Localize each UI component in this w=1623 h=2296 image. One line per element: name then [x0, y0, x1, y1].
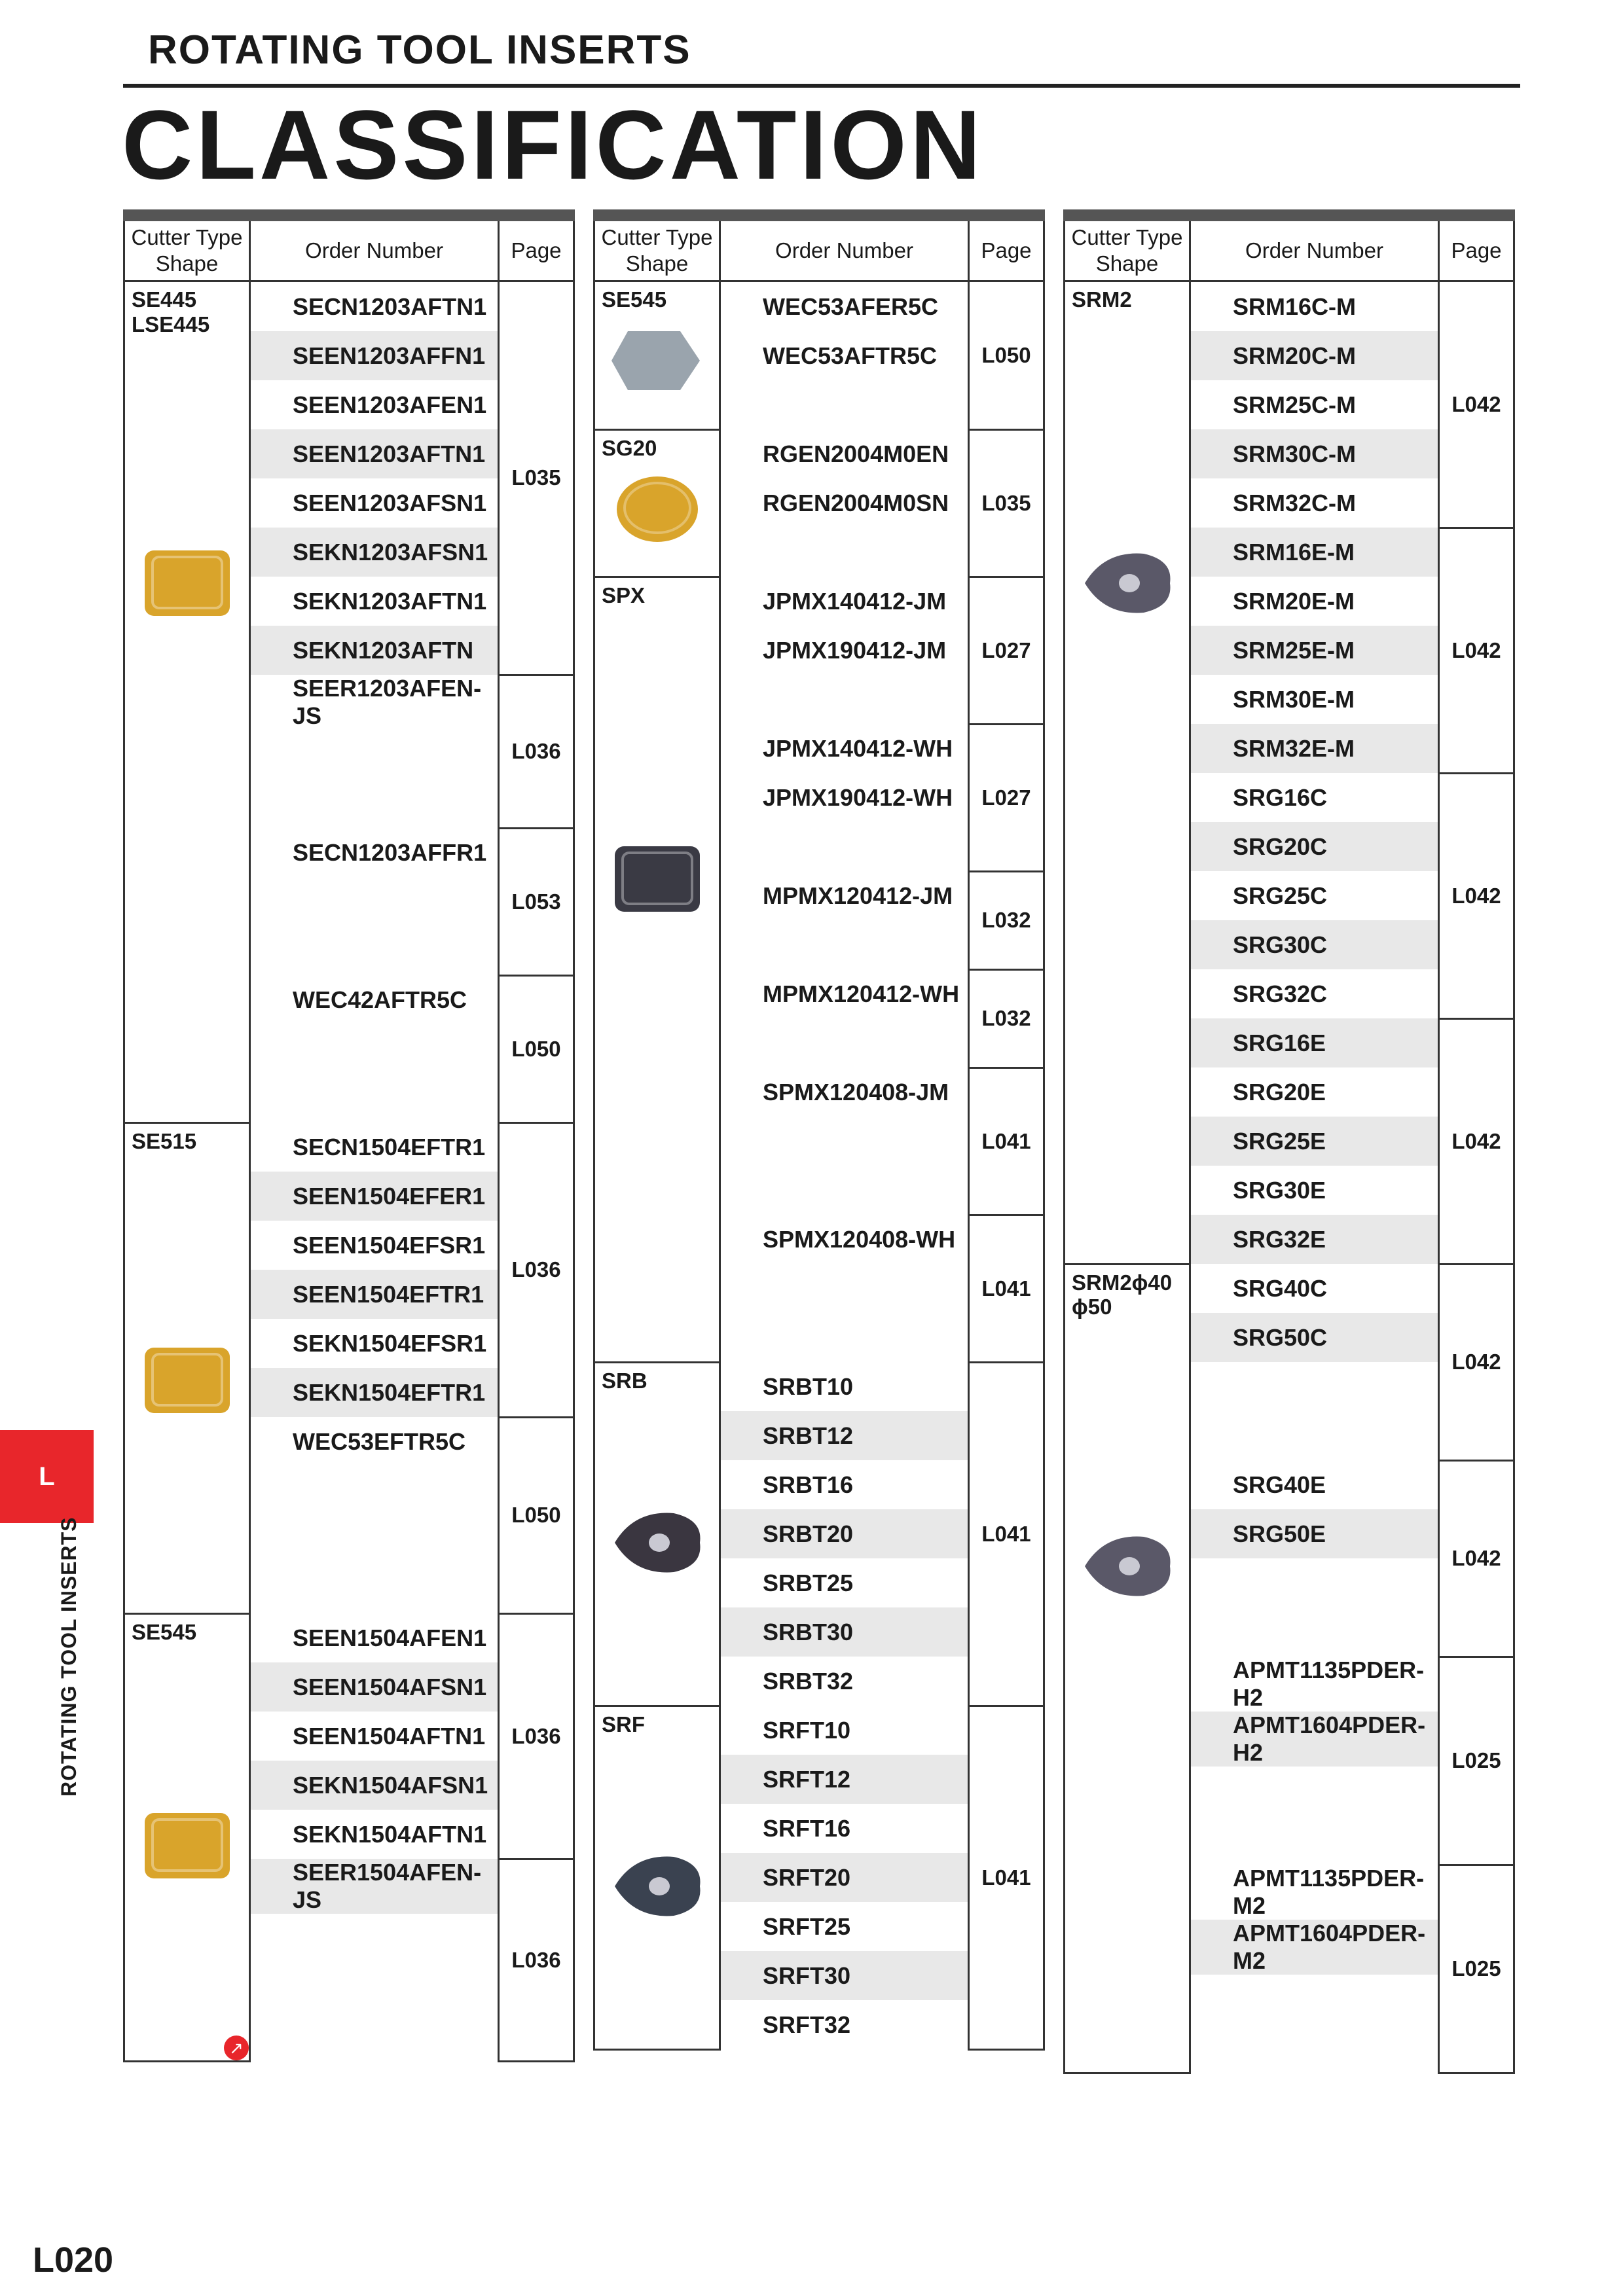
order-number[interactable]: SRFT25 [720, 1902, 969, 1951]
order-number[interactable]: SRBT25 [720, 1558, 969, 1607]
section-side-label: ROTATING TOOL INSERTS [57, 1516, 81, 1797]
order-number [1190, 1558, 1439, 1607]
order-number[interactable]: SEEN1203AFFN1 [250, 331, 499, 380]
order-number[interactable]: SRBT10 [720, 1362, 969, 1411]
order-number [250, 1024, 499, 1073]
header-page: Page [499, 215, 574, 281]
order-number[interactable]: SRM16E-M [1190, 528, 1439, 577]
insert-image [138, 1806, 236, 1888]
cutter-type-cell [594, 429, 720, 577]
order-number [1190, 2024, 1439, 2073]
cutter-type-name: SRF [602, 1712, 645, 1736]
order-number[interactable]: SEKN1504EFTR1 [250, 1368, 499, 1417]
order-number[interactable]: WEC53AFER5C [720, 281, 969, 332]
order-number[interactable]: JPMX190412-WH [720, 773, 969, 822]
order-number[interactable]: SRFT12 [720, 1755, 969, 1804]
order-number[interactable]: SRBT16 [720, 1460, 969, 1509]
order-number[interactable]: MPMX120412-JM [720, 871, 969, 920]
order-number[interactable]: APMT1135PDER-M2 [1190, 1865, 1439, 1920]
table-row [124, 281, 574, 332]
order-number [720, 1166, 969, 1215]
page-reference[interactable]: L041 [969, 1215, 1044, 1362]
page-reference[interactable]: L036 [499, 1613, 574, 1859]
cutter-type-name: SE545 [602, 287, 667, 312]
order-number [720, 1117, 969, 1166]
header-page: Page [1439, 215, 1514, 281]
table-row [1065, 281, 1514, 332]
order-number [720, 528, 969, 577]
cutter-type-name: SRM2 [1072, 287, 1132, 312]
order-number [250, 877, 499, 926]
classification-table [1063, 209, 1515, 2074]
page-number: L020 [33, 2240, 114, 2280]
order-number[interactable]: SPMX120408-WH [720, 1215, 969, 1264]
order-number [250, 926, 499, 975]
cutter-type-cell [1065, 281, 1190, 1265]
page-reference[interactable]: L041 [969, 1706, 1044, 2049]
order-number[interactable]: SEKN1203AFTN1 [250, 577, 499, 626]
order-number[interactable]: SEKN1504AFTN1 [250, 1810, 499, 1859]
order-number[interactable]: SRFT32 [720, 2000, 969, 2049]
order-number[interactable]: SECN1203AFTN1 [250, 281, 499, 332]
page-reference[interactable]: L025 [1439, 1657, 1514, 1865]
insert-image [608, 840, 706, 922]
order-number[interactable]: APMT1604PDER-M2 [1190, 1920, 1439, 1975]
order-number[interactable]: SEEN1504EFSR1 [250, 1221, 499, 1270]
page-reference[interactable]: L042 [1439, 528, 1514, 773]
cutter-type-name: SRM2ϕ40 ϕ50 [1072, 1270, 1173, 1319]
order-number[interactable]: SECN1203AFFR1 [250, 828, 499, 877]
order-number[interactable]: SPMX120408-JM [720, 1067, 969, 1117]
order-number[interactable]: SEKN1504EFSR1 [250, 1319, 499, 1368]
order-number [1190, 1767, 1439, 1816]
order-number[interactable]: SEEN1203AFSN1 [250, 478, 499, 528]
order-number[interactable]: SEEN1203AFTN1 [250, 429, 499, 478]
header-shape: Cutter Type Shape [124, 215, 250, 281]
order-number[interactable]: SEKN1203AFSN1 [250, 528, 499, 577]
insert-image [608, 470, 706, 552]
table-row [594, 577, 1044, 626]
order-number[interactable]: SRM20C-M [1190, 331, 1439, 380]
order-number[interactable]: SRM25E-M [1190, 626, 1439, 675]
header-rule [123, 84, 1520, 88]
cutter-type-name: SG20 [602, 435, 657, 460]
order-number[interactable]: SEEN1504EFTR1 [250, 1270, 499, 1319]
order-number[interactable]: SEEN1504AFSN1 [250, 1662, 499, 1712]
page-reference[interactable]: L036 [499, 1122, 574, 1417]
order-number [250, 2012, 499, 2061]
order-number[interactable]: SRG25C [1190, 871, 1439, 920]
order-number [1190, 1816, 1439, 1865]
table-row [1065, 1264, 1514, 1313]
table-row [124, 1613, 574, 1662]
order-number [1190, 1975, 1439, 2024]
order-number[interactable]: SEKN1504AFSN1 [250, 1761, 499, 1810]
order-number [250, 1073, 499, 1122]
order-number[interactable]: SEER1504AFEN-JS [250, 1859, 499, 1914]
cutter-type-cell [124, 281, 250, 1123]
page-reference[interactable]: L036 [499, 1859, 574, 2061]
table-row [594, 281, 1044, 332]
order-number[interactable]: SRG32C [1190, 969, 1439, 1018]
order-number[interactable]: SRG30C [1190, 920, 1439, 969]
insert-image [1078, 1527, 1176, 1609]
order-number [1190, 1362, 1439, 1411]
order-number[interactable]: WEC53EFTR5C [250, 1417, 499, 1466]
cutter-type-cell [594, 281, 720, 430]
order-number[interactable]: SEEN1203AFEN1 [250, 380, 499, 429]
header-order-number: Order Number [1190, 215, 1439, 281]
cutter-type-name: SE545 [132, 1619, 197, 1644]
order-number[interactable]: SRM20E-M [1190, 577, 1439, 626]
header-shape: Cutter Type Shape [1065, 215, 1190, 281]
page-reference[interactable]: L042 [1439, 1264, 1514, 1460]
order-number [250, 779, 499, 828]
order-number [720, 675, 969, 724]
order-number[interactable]: SRG16C [1190, 773, 1439, 822]
cutter-type-cell [124, 1122, 250, 1613]
insert-image [138, 1341, 236, 1423]
order-number[interactable]: SRM30E-M [1190, 675, 1439, 724]
order-number[interactable]: SRM32C-M [1190, 478, 1439, 528]
cutter-type-cell [594, 1362, 720, 1706]
page-reference[interactable]: L035 [499, 281, 574, 675]
cutter-type-cell [1065, 1264, 1190, 2073]
order-number[interactable]: SEKN1203AFTN [250, 626, 499, 675]
page-reference[interactable]: L032 [969, 871, 1044, 969]
table-row [124, 1122, 574, 1172]
order-number [250, 1466, 499, 1515]
order-number[interactable]: SRFT30 [720, 1951, 969, 2000]
order-number[interactable]: SRM30C-M [1190, 429, 1439, 478]
page-reference[interactable]: L050 [499, 1417, 574, 1613]
page-reference[interactable]: L032 [969, 969, 1044, 1067]
order-number[interactable]: SRBT30 [720, 1607, 969, 1657]
order-number [720, 380, 969, 429]
cutter-type-name: SRB [602, 1368, 647, 1393]
page-reference[interactable]: L041 [969, 1067, 1044, 1215]
order-number[interactable]: SRBT32 [720, 1657, 969, 1706]
order-number[interactable]: SRFT10 [720, 1706, 969, 1755]
page-reference[interactable]: L027 [969, 724, 1044, 871]
order-number[interactable]: SRFT16 [720, 1804, 969, 1853]
page-reference[interactable]: L042 [1439, 773, 1514, 1018]
table-row [594, 1362, 1044, 1411]
cutter-type-name: SPX [602, 583, 646, 607]
insert-image [608, 321, 706, 403]
page-reference[interactable]: L041 [969, 1362, 1044, 1706]
order-number[interactable]: SRG32E [1190, 1215, 1439, 1264]
order-number [250, 1914, 499, 1963]
page-reference[interactable]: L025 [1439, 1865, 1514, 2073]
order-number[interactable]: JPMX140412-JM [720, 577, 969, 626]
order-number [1190, 1607, 1439, 1657]
header-page: Page [969, 215, 1044, 281]
section-subtitle: ROTATING TOOL INSERTS [148, 27, 691, 73]
page-reference[interactable]: L053 [499, 828, 574, 975]
order-number [720, 822, 969, 871]
order-number[interactable]: SRM32E-M [1190, 724, 1439, 773]
page-reference[interactable]: L027 [969, 577, 1044, 724]
cutter-type-cell [594, 577, 720, 1362]
order-number[interactable]: SRG20E [1190, 1067, 1439, 1117]
order-number[interactable]: JPMX190412-JM [720, 626, 969, 675]
order-number[interactable]: SEER1203AFEN-JS [250, 675, 499, 730]
order-number [250, 1515, 499, 1564]
table-row [594, 1706, 1044, 1755]
insert-image [608, 1503, 706, 1585]
order-number[interactable]: APMT1135PDER-H2 [1190, 1657, 1439, 1712]
order-number[interactable]: SRG25E [1190, 1117, 1439, 1166]
classification-table [123, 209, 575, 2062]
order-number[interactable]: APMT1604PDER-H2 [1190, 1712, 1439, 1767]
order-number[interactable]: SRG40C [1190, 1264, 1439, 1313]
order-number[interactable]: SRG16E [1190, 1018, 1439, 1067]
order-number[interactable]: SRM16C-M [1190, 281, 1439, 332]
order-number[interactable]: SRBT12 [720, 1411, 969, 1460]
order-number[interactable]: SEEN1504EFER1 [250, 1172, 499, 1221]
reference-arrow-icon[interactable]: ↗ [224, 2036, 249, 2060]
cutter-type-name: SE515 [132, 1128, 197, 1153]
order-number[interactable]: SEEN1504AFTN1 [250, 1712, 499, 1761]
table-row [594, 429, 1044, 478]
order-number[interactable]: SRBT20 [720, 1509, 969, 1558]
order-number[interactable]: MPMX120412-WH [720, 969, 969, 1018]
page-reference[interactable]: L050 [499, 975, 574, 1122]
order-number [720, 1264, 969, 1313]
order-number[interactable]: JPMX140412-WH [720, 724, 969, 773]
order-number [250, 730, 499, 779]
order-number[interactable]: SRG50C [1190, 1313, 1439, 1362]
order-number [720, 920, 969, 969]
order-number[interactable]: SECN1504EFTR1 [250, 1122, 499, 1172]
page-reference[interactable]: L042 [1439, 1460, 1514, 1657]
order-number[interactable]: SRG50E [1190, 1509, 1439, 1558]
page-reference[interactable]: L050 [969, 281, 1044, 430]
header-shape: Cutter Type Shape [594, 215, 720, 281]
order-number[interactable]: SRG40E [1190, 1460, 1439, 1509]
order-number[interactable]: RGEN2004M0EN [720, 429, 969, 478]
insert-image [1078, 544, 1176, 626]
order-number[interactable]: SRFT20 [720, 1853, 969, 1902]
order-number[interactable]: SRM25C-M [1190, 380, 1439, 429]
order-number[interactable]: SEEN1504AFEN1 [250, 1613, 499, 1662]
classification-table [593, 209, 1045, 2051]
order-number [1190, 1411, 1439, 1460]
cutter-type-name: SE445 LSE445 [132, 287, 210, 336]
header-order-number: Order Number [720, 215, 969, 281]
order-number[interactable]: WEC53AFTR5C [720, 331, 969, 380]
page-title: CLASSIFICATION [122, 90, 985, 200]
page-reference[interactable]: L035 [969, 429, 1044, 577]
order-number [720, 1313, 969, 1362]
insert-image [608, 1847, 706, 1929]
cutter-type-cell [594, 1706, 720, 2049]
order-number[interactable]: SRG30E [1190, 1166, 1439, 1215]
order-number[interactable]: WEC42AFTR5C [250, 975, 499, 1024]
order-number[interactable]: SRG20C [1190, 822, 1439, 871]
section-tab[interactable]: L [0, 1430, 94, 1523]
insert-image [138, 544, 236, 626]
order-number[interactable]: RGEN2004M0SN [720, 478, 969, 528]
page-reference[interactable]: L042 [1439, 281, 1514, 528]
order-number [250, 1963, 499, 2012]
page-reference[interactable]: L036 [499, 675, 574, 828]
cutter-type-cell [124, 1613, 250, 2061]
order-number [250, 1564, 499, 1613]
order-number [720, 1018, 969, 1067]
page-reference[interactable]: L042 [1439, 1018, 1514, 1264]
header-order-number: Order Number [250, 215, 499, 281]
